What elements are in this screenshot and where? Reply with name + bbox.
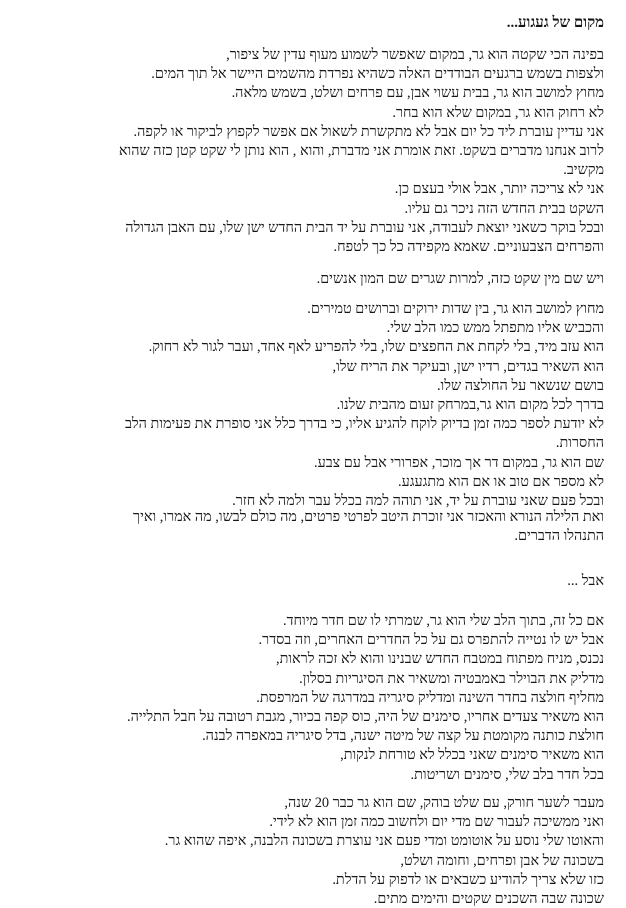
text-line: הוא עזב מיד, בלי לקחת את החפצים שלו, בלי להפריע לאף אחד, ועבר לגור לא רחוק. bbox=[148, 339, 604, 356]
text-line: מחוץ למושב הוא גר, בין שדות ירוקים וברושים טמירים. bbox=[307, 301, 604, 317]
text-line: מקשיב. bbox=[563, 162, 604, 179]
text-line: אני לא צריכה יותר, אבל אולי בעצם כן. bbox=[394, 181, 604, 198]
text-line: ויש שם מין שקט כזה, למרות שגרים שם המון אנשים. bbox=[316, 271, 604, 287]
text-line: ובכל פעם שאני עוברת על יד, אני תוהה למה בכלל עבר ולמה לא חזר. bbox=[232, 493, 604, 509]
text-line: מדליק את הבוילר באמבטיה ומשאיר את הסיגריות בסלון. bbox=[299, 670, 604, 687]
text-line: החסרות. bbox=[555, 435, 604, 452]
text-line: אם כל זה, בתוך הלב שלי הוא גר, שמרתי לו שם חדר מיוחד. bbox=[283, 613, 604, 629]
text-line: לא יודעת לספר כמה זמן בדיוק לוקח להגיע אליו, כי בדרך כלל אני סופרת את פעימות הלב bbox=[125, 416, 604, 433]
text-line: לרוב אנחנו מדברים בשקט. זאת אומרת אני מדברת, והוא , הוא נותן לי שקט קטן כזה שהוא bbox=[118, 143, 604, 159]
text-line: בושם שנשאר על החולצה שלו. bbox=[436, 377, 604, 394]
text-line: והכביש אליו מתפתל ממש כמו הלב שלי. bbox=[386, 320, 604, 337]
text-line: בדרך לכל מקום הוא גר,במרחק זעום מהבית שלנו. bbox=[336, 397, 604, 413]
text-line: ובכל בוקר כשאני יוצאת לעבודה, אני עוברת על יד הבית החדש ישן שלו, עם האבן הגדולה bbox=[125, 219, 604, 236]
text-line: חולצת כותנה מקומטת על קצה של מיטה ישנה, בדל סיגריה במאפרה לבנה. bbox=[202, 728, 604, 745]
text-line: בכל חדר בלב שלי, סימנים ושריטות. bbox=[410, 766, 604, 783]
text-line: אני עדיין עוברת ליד כל יום אבל לא מתקשרת לשאול אם אפשר לקפוץ לביקור או לקפה. bbox=[133, 123, 604, 140]
text-line: השקט בבית החדש הזה ניכר גם עליו. bbox=[404, 200, 604, 217]
text-line: בשכונה של אבן ופרחים, וחומה ושלט, bbox=[400, 852, 604, 869]
text-line: והפרחים הצבעוניים. שאמא מקפידה כל כך לטפח. bbox=[333, 239, 604, 255]
text-line: מחוץ למושב הוא גר, בבית עשוי אבן, עם פרחים ושלט, בשמש מלאה. bbox=[231, 85, 604, 102]
text-line: אבל יש לו נטייה להתפרס גם על כל החדרים האחרים, וזה בסדר. bbox=[258, 632, 604, 649]
text-line: כזו שלא צריך להודיע כשבאים או לדפוק על הדלת. bbox=[332, 871, 604, 888]
text-line: התנהלו הדברים. bbox=[514, 528, 604, 545]
text-line: נכנס, מניח מפתוח במטבח החדש שבנינו והוא לא זכה לראות, bbox=[275, 651, 604, 668]
text-line: שם הוא גר, במקום דר אך מוכר, אפרורי אבל עם צבע. bbox=[313, 454, 604, 471]
document-title: מקום של געגוע... bbox=[506, 15, 604, 31]
text-line: לא מספר אם טוב או אם הוא מתגעגע. bbox=[397, 473, 604, 490]
text-line: לא רחוק הוא גר, במקום שלא הוא בחר. bbox=[392, 104, 604, 121]
text-line: ואת הלילה הנורא והאכזר אני זוכרת היטב לפרטי פרטים, מה כולם לבשו, מה אמרו, ואיך bbox=[133, 509, 604, 525]
text-line: בפינה הכי שקטה הוא גר, במקום שאפשר לשמוע מעוף עדין של ציפור, bbox=[226, 47, 604, 63]
text-line: הוא משאיר סימנים שאני בכלל לא טורחת לנקות, bbox=[340, 747, 604, 764]
text-line: מעבר לשער חורק, עם שלט בוהק, שם הוא גר כבר 20 שנה, bbox=[284, 795, 604, 811]
text-line: הוא משאיר צעדים אחריו, סימנים של היה, כוס קפה בכיור, מגבת רטובה על חבל התלייה. bbox=[127, 709, 604, 725]
text-line: ולצפות בשמש ברגעים הבודדים האלה כשהיא נפרדת מהשמים היישר אל תוך המים. bbox=[151, 66, 604, 83]
text-line: אבל ... bbox=[567, 573, 604, 589]
text-line: הוא השאיר בגדים, רדיו ישן, ובעיקר את הריח שלו, bbox=[332, 358, 604, 375]
text-line: והאוטו שלי נוסע על אוטומט ומדי פעם אני עוצרת בשכונה הלבנה, איפה שהוא גר. bbox=[164, 833, 604, 850]
text-line: ואני ממשיכה לעבור שם מדי יום ולחשוב כמה זמן הוא לא לידי. bbox=[269, 814, 604, 831]
text-line: מחליף חולצה בחדר השינה ומדליק סיגריה במדרגה של המרפסת. bbox=[256, 689, 604, 706]
text-line: שכונה שבה השכנים שקטים והימים מתים. bbox=[373, 891, 604, 907]
